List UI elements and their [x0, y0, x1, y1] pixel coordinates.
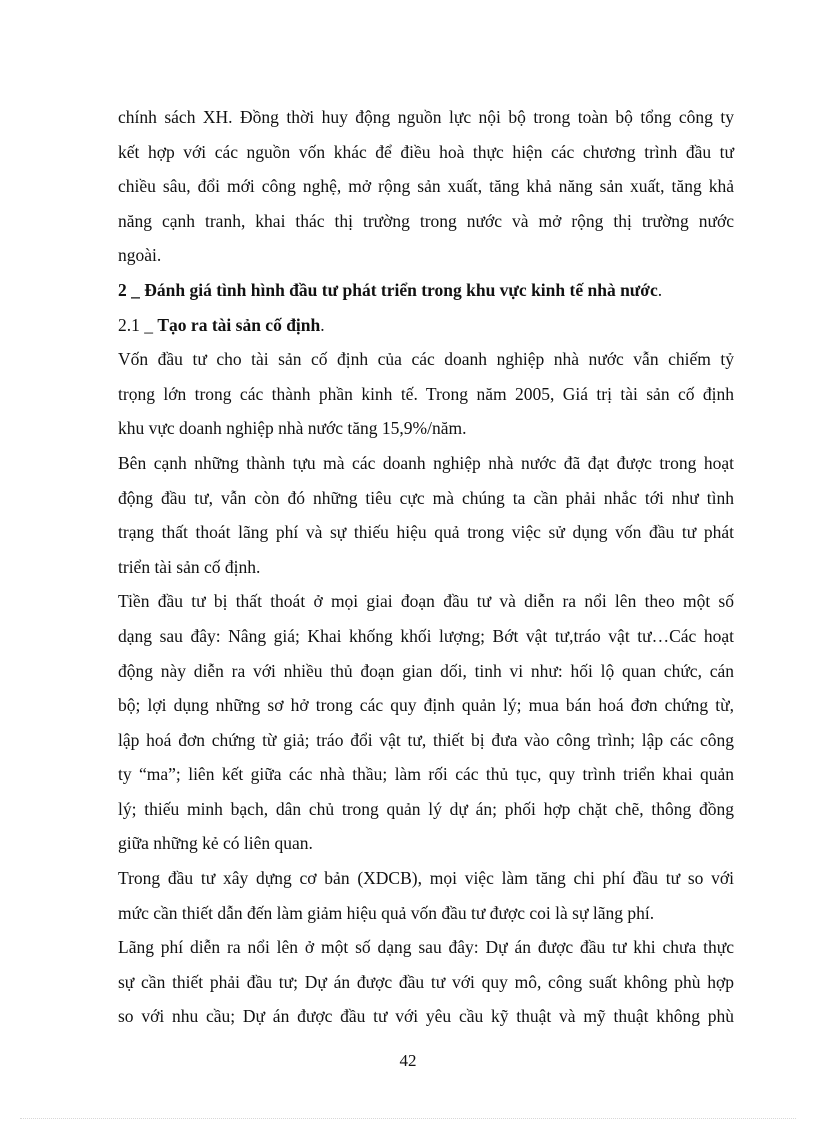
text-line: Trong đầu tư xây dựng cơ bản (XDCB), mọi việc làm tăng chi phí đầu tư so với: [118, 868, 734, 889]
text-line: trạng thất thoát lãng phí và sự thiếu hiệu quả trong việc sử dụng vốn đầu tư phát: [118, 522, 734, 543]
intro-paragraph: [118, 100, 734, 273]
paragraph-fixed-assets: [118, 342, 734, 446]
text-line: động đầu tư, vẫn còn đó những tiêu cực mà chúng ta cần phải nhắc tới như tình: [118, 487, 734, 508]
text-line: so với nhu cầu; Dự án được đầu tư với yêu cầu kỹ thuật và mỹ thuật không phù: [118, 1006, 734, 1027]
section-heading-prefix: 2 _: [118, 279, 145, 300]
document-page: [118, 100, 734, 1034]
subsection-heading-text: Tạo ra tài sản cố định: [157, 314, 321, 335]
section-heading-text: Đánh giá tình hình đầu tư phát triển trong khu vực kinh tế nhà nước: [144, 279, 658, 300]
text-line: bộ; lợi dụng những sơ hở trong các quy định quản lý; mua bán hoá đơn chứng từ,: [118, 695, 734, 716]
text-line: động này diễn ra với nhiều thủ đoạn gian dối, tinh vi như: hối lộ quan chức, cán: [118, 660, 734, 681]
text-line: lập hoá đơn chứng từ giả; tráo đổi vật tư, thiết bị đưa vào công trình; lập các công: [118, 729, 734, 750]
text-line: giữa những kẻ có liên quan.: [118, 833, 313, 854]
text-line: dạng sau đây: Nâng giá; Khai khống khối lượng; Bớt vật tư,tráo vật tư…Các hoạt: [118, 625, 734, 646]
text-line: chính sách XH. Đồng thời huy động nguồn lực nội bộ trong toàn bộ tổng công ty: [118, 107, 734, 127]
page-bottom-divider: [20, 1118, 796, 1119]
text-line: năng cạnh tranh, khai thác thị trường trong nước và mở rộng thị trường nước: [118, 210, 734, 231]
text-line: lý; thiếu minh bạch, dân chủ trong quản lý dự án; phối hợp chặt chẽ, thông đồng: [118, 798, 734, 819]
text-line: triển tài sản cố định.: [118, 556, 261, 577]
paragraph-negatives: [118, 446, 734, 584]
text-line: Tiền đầu tư bị thất thoát ở mọi giai đoạn đầu tư và diễn ra nổi lên theo một số: [118, 591, 734, 612]
paragraph-xdcb: [118, 861, 734, 930]
text-line: trọng lớn trong các thành phần kinh tế. Trong năm 2005, Giá trị tài sản cố định: [118, 383, 734, 404]
text-line: Bên cạnh những thành tựu mà các doanh nghiệp nhà nước đã đạt được trong hoạt: [118, 452, 734, 473]
text-line: Vốn đầu tư cho tài sản cố định của các doanh nghiệp nhà nước vẫn chiếm tỷ: [118, 349, 734, 370]
text-line: ngoài.: [118, 245, 162, 266]
paragraph-loss-forms: [118, 584, 734, 861]
subsection-heading-suffix: .: [320, 314, 325, 335]
subsection-heading-prefix: 2.1 _: [118, 314, 158, 335]
text-line: khu vực doanh nghiệp nhà nước tăng 15,9%/năm.: [118, 418, 467, 439]
text-line: kết hợp với các nguồn vốn khác để điều hoà thực hiện các chương trình đầu tư: [118, 141, 734, 162]
page-number: 42: [399, 1051, 417, 1070]
text-line: Lãng phí diễn ra nổi lên ở một số dạng sau đây: Dự án được đầu tư khi chưa thực: [118, 937, 734, 958]
section-heading: [118, 273, 734, 308]
subsection-heading: [118, 308, 734, 343]
text-line: ty “ma”; liên kết giữa các nhà thầu; làm rối các thủ tục, quy trình triển khai quản: [118, 764, 734, 785]
paragraph-waste-forms: [118, 930, 734, 1034]
text-line: mức cần thiết dẫn đến làm giảm hiệu quả vốn đầu tư được coi là sự lãng phí.: [118, 902, 655, 923]
section-heading-suffix: .: [657, 279, 663, 300]
text-line: sự cần thiết phải đầu tư; Dự án được đầu tư với quy mô, công suất không phù hợp: [118, 971, 734, 992]
text-line: chiều sâu, đổi mới công nghệ, mở rộng sản xuất, tăng khả năng sản xuất, tăng khả: [118, 176, 734, 197]
